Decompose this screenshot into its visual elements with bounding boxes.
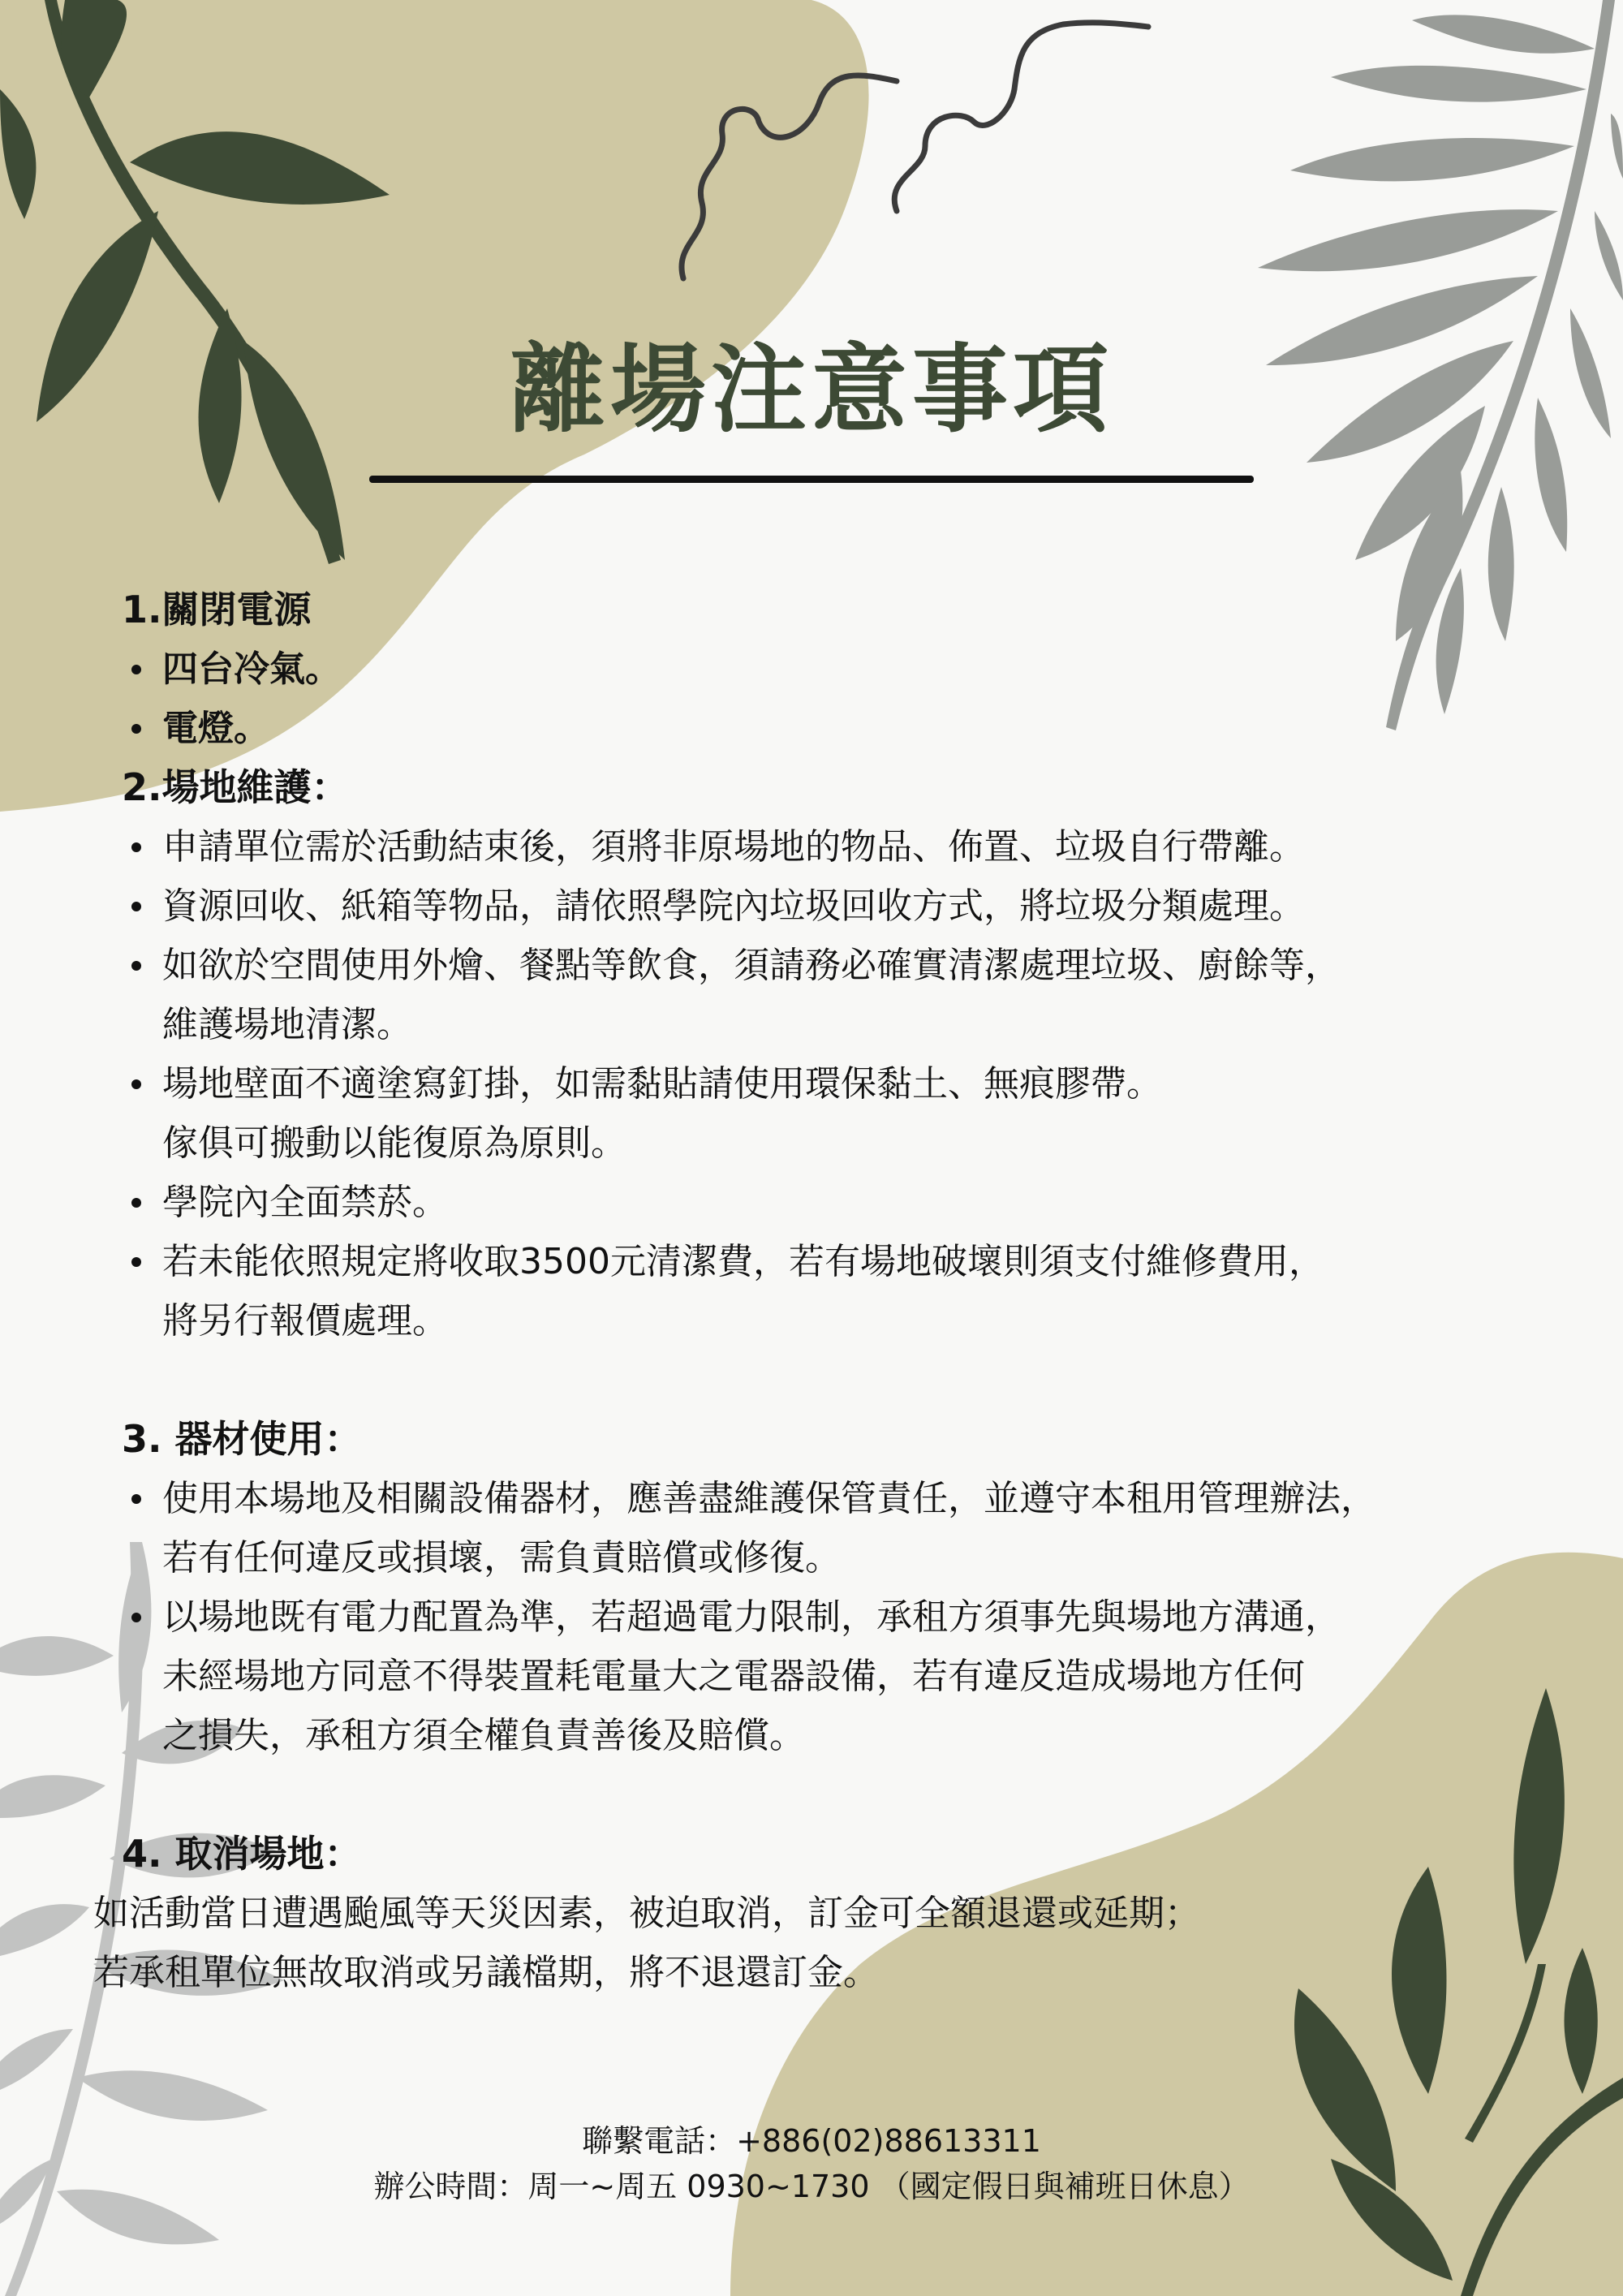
list-item <box>122 936 1542 1054</box>
cancel-policy-line: 若承租單位無故取消或另議檔期，將不退還訂金。 <box>93 1952 879 1993</box>
notice-content <box>93 580 1542 2002</box>
list-item <box>122 877 1542 936</box>
page-title: 離場注意事項 <box>509 334 1113 446</box>
list-item-line: 學院內全面禁菸。 <box>162 1182 448 1223</box>
list-item-line: 將另行報價處理。 <box>162 1300 448 1342</box>
title-divider <box>369 476 1254 483</box>
spacer <box>122 1765 1542 1824</box>
list-item-line: 如欲於空間使用外燴、餐點等飲食，須請務必確實清潔處理垃圾、廚餘等， <box>162 945 1341 986</box>
footer <box>0 2118 1623 2209</box>
section-heading-equipment: 3. 器材使用： <box>122 1417 362 1461</box>
section-heading-power: 1.關閉電源 <box>122 588 312 631</box>
list-item: 電燈。 <box>122 699 1542 758</box>
section-heading-cancel: 4. 取消場地： <box>122 1832 362 1876</box>
cancel-policy <box>93 1884 1542 2002</box>
contact-phone: 聯繫電話：+886(02)88613311 <box>582 2123 1041 2159</box>
list-item-line: 場地壁面不適塗寫釘掛，如需黏貼請使用環保黏土、無痕膠帶。 <box>162 1063 1162 1105</box>
list-item-line: 以場地既有電力配置為準，若超過電力限制，承租方須事先與場地方溝通， <box>162 1596 1341 1638</box>
list-item-line: 未經場地方同意不得裝置耗電量大之電器設備，若有違反造成場地方任何 <box>162 1656 1305 1697</box>
list-item-line: 若有任何違反或損壞，需負責賠償或修復。 <box>162 1537 841 1579</box>
power-list <box>122 640 1542 758</box>
section-heading-maintenance: 2.場地維護： <box>122 765 349 809</box>
list-item-line: 若未能依照規定將收取3500元清潔費，若有場地破壞則須支付維修費用， <box>162 1241 1324 1282</box>
maintenance-list <box>122 817 1542 1350</box>
list-item-line: 維護場地清潔。 <box>162 1004 412 1045</box>
office-hours: 辦公時間：周一~周五 0930~1730 （國定假日與補班日休息） <box>373 2169 1250 2204</box>
cancel-policy-line: 如活動當日遭遇颱風等天災因素，被迫取消，訂金可全額退還或延期； <box>93 1893 1200 1934</box>
list-item <box>122 1173 1542 1232</box>
list-item-line: 申請單位需於活動結束後，須將非原場地的物品、佈置、垃圾自行帶離。 <box>162 826 1305 868</box>
list-item-line: 資源回收、紙箱等物品，請依照學院內垃圾回收方式，將垃圾分類處理。 <box>162 885 1305 927</box>
list-item <box>122 817 1542 877</box>
squiggle-right <box>894 23 1148 211</box>
list-item: 四台冷氣。 <box>122 640 1542 699</box>
list-item <box>122 1232 1542 1350</box>
spacer <box>122 1350 1542 1410</box>
list-item-line: 傢俱可搬動以能復原為原則。 <box>162 1122 626 1164</box>
list-item-line: 使用本場地及相關設備器材，應善盡維護保管責任，並遵守本租用管理辦法， <box>162 1478 1376 1519</box>
list-item-line: 之損失，承租方須全權負責善後及賠償。 <box>162 1715 805 1756</box>
list-item <box>122 1587 1542 1765</box>
equipment-list <box>122 1469 1542 1765</box>
list-item <box>122 1054 1542 1173</box>
list-item <box>122 1469 1542 1587</box>
